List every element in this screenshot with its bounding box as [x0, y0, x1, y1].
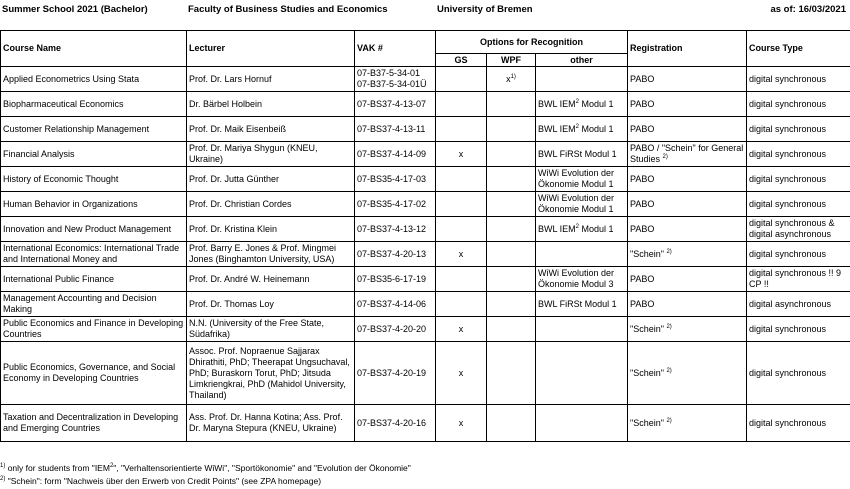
header-university: University of Bremen [437, 4, 533, 15]
course-type: digital synchronous [749, 148, 827, 159]
other-recognition: WiWi Evolution der Ökonomie Modul 3 [538, 268, 615, 289]
cell-registration [628, 342, 747, 405]
cell-course-name [1, 405, 187, 442]
footnote-1-text-b: ", "Verhaltensorientierte WiWi", "Sportökonomie" and "Evolution der Ökonomie" [113, 463, 411, 473]
cell-vak [355, 405, 436, 442]
col-registration: Registration [628, 31, 747, 67]
course-type: digital synchronous [749, 417, 827, 428]
cell-course-name [1, 192, 187, 217]
cell-other [536, 67, 628, 92]
cell-gs [436, 117, 487, 142]
table-row [1, 405, 850, 442]
col-other: other [536, 54, 628, 67]
cell-other [536, 192, 628, 217]
table-row [1, 267, 850, 292]
lecturer: Ass. Prof. Dr. Hanna Kotina; Ass. Prof. Dr. Maryna Stepura (KNEU, Ukraine) [189, 412, 343, 433]
col-course-type: Course Type [747, 31, 850, 67]
cell-gs [436, 342, 487, 405]
cell-vak [355, 192, 436, 217]
other-recognition: BWL IEM [538, 98, 576, 109]
cell-vak [355, 142, 436, 167]
cell-course-type [747, 167, 850, 192]
cell-registration [628, 292, 747, 317]
cell-course-type [747, 67, 850, 92]
cell-other [536, 242, 628, 267]
course-type: digital synchronous [749, 123, 827, 134]
cell-registration [628, 242, 747, 267]
cell-course-name [1, 217, 187, 242]
cell-course-name [1, 67, 187, 92]
cell-other [536, 342, 628, 405]
cell-lecturer [187, 267, 355, 292]
course-name: Human Behavior in Organizations [3, 198, 138, 209]
cell-course-type [747, 342, 850, 405]
cell-wpf [487, 92, 536, 117]
cell-vak [355, 67, 436, 92]
cell-course-type [747, 92, 850, 117]
table-row [1, 92, 850, 117]
course-type: digital synchronous [749, 73, 827, 84]
cell-registration [628, 142, 747, 167]
table-row [1, 217, 850, 242]
registration: PABO [630, 223, 655, 234]
cell-course-type [747, 142, 850, 167]
course-name: Public Economics, Governance, and Social Economy in Developing Countries [3, 362, 176, 383]
registration: PABO [630, 273, 655, 284]
cell-course-name [1, 142, 187, 167]
course-type: digital synchronous [749, 198, 827, 209]
registration: PABO [630, 123, 655, 134]
wpf-footnote: 1) [510, 73, 516, 80]
registration: "Schein" [630, 417, 664, 428]
cell-gs [436, 142, 487, 167]
cell-gs [436, 217, 487, 242]
vak-number: 07-BS37-4-20-16 [357, 417, 427, 428]
cell-wpf [487, 117, 536, 142]
registration: "Schein" [630, 248, 664, 259]
course-type: digital synchronous [749, 173, 827, 184]
cell-wpf [487, 67, 536, 92]
table-header-row [1, 31, 850, 54]
registration: PABO [630, 98, 655, 109]
cell-gs [436, 317, 487, 342]
cell-course-name [1, 117, 187, 142]
course-table [0, 30, 850, 442]
registration: PABO [630, 173, 655, 184]
vak-number: 07-BS37-4-20-20 [357, 323, 427, 334]
lecturer: Prof. Dr. Mariya Shygun (KNEU, Ukraine) [189, 143, 318, 164]
other-recognition: BWL IEM [538, 223, 576, 234]
cell-gs [436, 405, 487, 442]
table-row [1, 342, 850, 405]
footnote-1-sup: 2 [109, 463, 114, 470]
registration-footnote: 2) [666, 417, 672, 424]
cell-vak [355, 167, 436, 192]
vak-number: 07-BS37-4-14-09 [357, 148, 427, 159]
vak-number: 07-BS35-4-17-03 [357, 173, 427, 184]
other-recognition: BWL FiRSt Modul 1 [538, 298, 617, 309]
lecturer: N.N. (University of the Free State, Südafrika) [189, 318, 325, 339]
table-row [1, 292, 850, 317]
cell-lecturer [187, 192, 355, 217]
other-recognition: WiWi Evolution der Ökonomie Modul 1 [538, 193, 615, 214]
table-row [1, 67, 850, 92]
cell-course-name [1, 242, 187, 267]
cell-registration [628, 117, 747, 142]
vak-number: 07-BS37-4-13-11 [357, 123, 426, 134]
cell-wpf [487, 292, 536, 317]
gs-mark: x [458, 417, 464, 428]
gs-mark: x [458, 323, 464, 334]
vak-number: 07-BS37-4-13-12 [357, 223, 427, 234]
registration-footnote: 2) [666, 323, 672, 330]
cell-registration [628, 92, 747, 117]
course-name: Biopharmaceutical Economics [3, 98, 124, 109]
cell-other [536, 217, 628, 242]
cell-vak [355, 292, 436, 317]
cell-other [536, 292, 628, 317]
footnote-1 [0, 463, 411, 473]
cell-lecturer [187, 167, 355, 192]
cell-wpf [487, 142, 536, 167]
lecturer: Prof. Dr. André W. Heinemann [189, 273, 310, 284]
cell-gs [436, 292, 487, 317]
cell-course-type [747, 242, 850, 267]
course-name: Taxation and Decentralization in Developing and Emerging Countries [3, 412, 179, 433]
cell-wpf [487, 192, 536, 217]
cell-course-name [1, 317, 187, 342]
cell-vak [355, 267, 436, 292]
other-recognition: WiWi Evolution der Ökonomie Modul 1 [538, 168, 615, 189]
cell-course-name [1, 92, 187, 117]
other-tail: Modul 1 [579, 223, 614, 234]
cell-lecturer [187, 217, 355, 242]
header-title: Summer School 2021 (Bachelor) [2, 4, 148, 15]
vak-number: 07-BS37-4-20-19 [357, 367, 427, 378]
cell-wpf [487, 267, 536, 292]
other-recognition: BWL IEM [538, 123, 576, 134]
cell-gs [436, 67, 487, 92]
course-name: Financial Analysis [3, 148, 75, 159]
cell-lecturer [187, 292, 355, 317]
cell-gs [436, 92, 487, 117]
other-sup: 2 [575, 223, 580, 230]
col-lecturer: Lecturer [187, 31, 355, 67]
col-gs: GS [436, 54, 487, 67]
cell-wpf [487, 167, 536, 192]
cell-vak [355, 242, 436, 267]
footnote-2-text: "Schein": form "Nachweis über den Erwerb von Credit Points" (see ZPA homepage) [5, 476, 322, 486]
cell-gs [436, 192, 487, 217]
vak-number: 07-BS37-4-14-06 [357, 298, 427, 309]
table-row [1, 242, 850, 267]
table-row [1, 167, 850, 192]
cell-lecturer [187, 142, 355, 167]
cell-vak [355, 92, 436, 117]
cell-course-name [1, 342, 187, 405]
cell-registration [628, 405, 747, 442]
cell-lecturer [187, 92, 355, 117]
cell-registration [628, 267, 747, 292]
cell-wpf [487, 405, 536, 442]
course-type: digital asynchronous [749, 298, 832, 309]
cell-lecturer [187, 317, 355, 342]
cell-wpf [487, 217, 536, 242]
cell-gs [436, 267, 487, 292]
other-recognition: BWL FiRSt Modul 1 [538, 148, 617, 159]
cell-other [536, 117, 628, 142]
course-name: International Economics: International Trade and International Money and [3, 243, 180, 264]
lecturer: Dr. Bärbel Holbein [189, 98, 263, 109]
lecturer: Prof. Barry E. Jones & Prof. Mingmei Jones (Binghamton University, USA) [189, 243, 337, 264]
course-type: digital synchronous [749, 98, 827, 109]
registration: "Schein" [630, 323, 664, 334]
lecturer: Prof. Dr. Lars Hornuf [189, 73, 272, 84]
lecturer: Prof. Dr. Kristina Klein [189, 223, 278, 234]
course-type: digital synchronous [749, 323, 827, 334]
footnote-2-mark: 2) [0, 476, 6, 483]
cell-wpf [487, 242, 536, 267]
course-name: Innovation and New Product Management [3, 223, 172, 234]
cell-course-type [747, 292, 850, 317]
vak-number: 07-BS37-4-13-07 [357, 98, 427, 109]
cell-other [536, 317, 628, 342]
header-faculty: Faculty of Business Studies and Economics [188, 4, 388, 15]
col-wpf: WPF [487, 54, 536, 67]
registration: "Schein" [630, 367, 664, 378]
col-course-name: Course Name [1, 31, 187, 67]
wpf-mark: x [506, 73, 511, 84]
cell-vak [355, 117, 436, 142]
other-tail: Modul 1 [579, 98, 614, 109]
table-row [1, 142, 850, 167]
footnote-1-mark: 1) [0, 463, 6, 470]
cell-course-type [747, 192, 850, 217]
cell-wpf [487, 317, 536, 342]
cell-lecturer [187, 117, 355, 142]
course-type: digital synchronous !! 9 CP !! [749, 268, 842, 289]
cell-other [536, 167, 628, 192]
course-name: Applied Econometrics Using Stata [3, 73, 140, 84]
vak-number: 07-B37-5-34-01 07-B37-5-34-01Ü [357, 68, 427, 89]
cell-other [536, 142, 628, 167]
vak-number: 07-BS35-4-17-02 [357, 198, 427, 209]
cell-registration [628, 317, 747, 342]
cell-lecturer [187, 342, 355, 405]
cell-vak [355, 342, 436, 405]
table-row [1, 117, 850, 142]
other-sup: 2 [575, 123, 580, 130]
table-row [1, 192, 850, 217]
course-name: Customer Relationship Management [3, 123, 150, 134]
registration: PABO [630, 198, 655, 209]
gs-mark: x [458, 367, 464, 378]
cell-lecturer [187, 242, 355, 267]
registration: PABO / "Schein" for General Studies [630, 143, 744, 164]
cell-course-type [747, 217, 850, 242]
cell-other [536, 405, 628, 442]
cell-gs [436, 167, 487, 192]
other-sup: 2 [575, 98, 580, 105]
cell-registration [628, 192, 747, 217]
other-tail: Modul 1 [579, 123, 614, 134]
course-type: digital synchronous [749, 248, 827, 259]
cell-vak [355, 317, 436, 342]
registration-footnote: 2) [666, 367, 672, 374]
gs-mark: x [458, 248, 464, 259]
vak-number: 07-BS35-6-17-19 [357, 273, 427, 284]
cell-course-type [747, 267, 850, 292]
footnote-2 [0, 476, 321, 486]
lecturer: Assoc. Prof. Nopraenue Sajjarax Dhirathiti, PhD; Theerapat Ungsuchaval, PhD; Buraskorn Torut, PhD; Jitsuda Limkriengkrai, PhD (Mahidol University, Thailand) [189, 345, 350, 400]
cell-course-name [1, 167, 187, 192]
lecturer: Prof. Dr. Christian Cordes [189, 198, 292, 209]
cell-vak [355, 217, 436, 242]
cell-lecturer [187, 405, 355, 442]
cell-course-type [747, 405, 850, 442]
course-name: International Public Finance [3, 273, 115, 284]
footnote-1-text-a: only for students from "IEM [5, 463, 110, 473]
cell-course-name [1, 267, 187, 292]
lecturer: Prof. Dr. Jutta Günther [189, 173, 280, 184]
course-type: digital synchronous [749, 367, 827, 378]
registration-footnote: 2) [666, 248, 672, 255]
course-name: History of Economic Thought [3, 173, 119, 184]
registration: PABO [630, 73, 655, 84]
cell-registration [628, 217, 747, 242]
cell-gs [436, 242, 487, 267]
course-name: Management Accounting and Decision Making [3, 293, 157, 314]
cell-course-type [747, 317, 850, 342]
course-type: digital synchronous & digital asynchronous [749, 218, 835, 239]
gs-mark: x [458, 148, 464, 159]
cell-course-type [747, 117, 850, 142]
lecturer: Prof. Dr. Thomas Loy [189, 298, 274, 309]
vak-number: 07-BS37-4-20-13 [357, 248, 427, 259]
lecturer: Prof. Dr. Maik Eisenbeiß [189, 123, 287, 134]
col-vak: VAK # [355, 31, 436, 67]
course-name: Public Economics and Finance in Developing Countries [3, 318, 184, 339]
cell-lecturer [187, 67, 355, 92]
registration: PABO [630, 298, 655, 309]
cell-other [536, 92, 628, 117]
header-as-of: as of: 16/03/2021 [770, 4, 846, 15]
cell-other [536, 267, 628, 292]
cell-wpf [487, 342, 536, 405]
cell-registration [628, 167, 747, 192]
cell-registration [628, 67, 747, 92]
table-row [1, 317, 850, 342]
col-options: Options for Recognition [436, 31, 628, 54]
cell-course-name [1, 292, 187, 317]
registration-footnote: 2) [662, 154, 668, 160]
